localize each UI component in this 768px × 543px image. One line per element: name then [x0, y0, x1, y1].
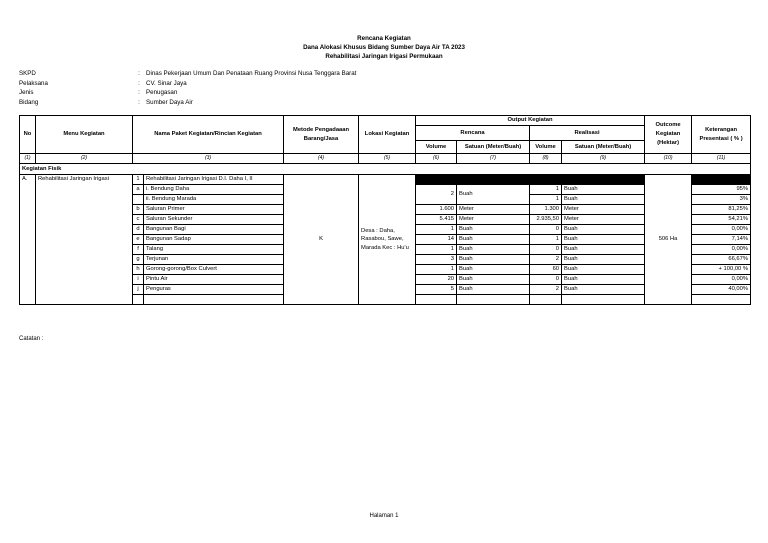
col-header-rencana: Rencana	[416, 126, 530, 141]
column-index-row	[20, 154, 751, 164]
empty-cell	[457, 295, 530, 305]
meta-separator: :	[138, 89, 140, 96]
realisasi-volume: 2	[530, 285, 562, 295]
page-number: Halaman 1	[369, 513, 399, 519]
empty-cell	[692, 295, 751, 305]
col-index: (7)	[457, 154, 530, 164]
realisasi-volume: 0	[530, 275, 562, 285]
metode-cell: K	[284, 175, 359, 305]
rencana-volume: 1.600	[416, 205, 457, 215]
row-letter: g	[133, 255, 144, 265]
rencana-satuan: Buah	[457, 265, 530, 275]
row-name: Saluran Primer	[144, 205, 284, 215]
rencana-volume: 5	[416, 285, 457, 295]
col-header-rencana-volume: Volume	[416, 141, 457, 154]
realisasi-volume: 1.300	[530, 205, 562, 215]
realisasi-volume: 1	[530, 235, 562, 245]
row-name: Terjunan	[144, 255, 284, 265]
keterangan: 0,00%	[692, 275, 751, 285]
rencana-volume: 1	[416, 225, 457, 235]
col-index: (6)	[416, 154, 457, 164]
realisasi-volume: 2	[530, 255, 562, 265]
keterangan: 95%	[692, 185, 751, 195]
row-letter: b	[133, 205, 144, 215]
col-header-realisasi-volume: Volume	[530, 141, 562, 154]
col-header-output: Output Kegiatan	[416, 116, 645, 126]
rencana-satuan: Buah	[457, 235, 530, 245]
row-name: Gorong-gorong/Box Culvert	[144, 265, 284, 275]
realisasi-satuan: Buah	[562, 255, 645, 265]
realisasi-volume: 0	[530, 225, 562, 235]
rencana-volume: 14	[416, 235, 457, 245]
meta-row-skpd	[19, 69, 356, 79]
row-name: Penguras	[144, 285, 284, 295]
col-header-lokasi: Lokasi Kegiatan	[359, 116, 416, 154]
empty-cell	[562, 295, 645, 305]
empty-cell	[133, 295, 144, 305]
col-header-metode: Metode Pengadaaan Barang/Jasa	[284, 116, 359, 154]
realisasi-volume: 0	[530, 245, 562, 255]
row-name: ii. Bendung Marada	[144, 195, 284, 205]
realisasi-satuan: Buah	[562, 185, 645, 195]
meta-value: Penugasan	[146, 89, 178, 96]
realisasi-volume: 60	[530, 265, 562, 275]
blacked-out-cell	[692, 175, 751, 185]
keterangan: + 100,00 %	[692, 265, 751, 275]
meta-separator: :	[138, 70, 140, 77]
col-index: (4)	[284, 154, 359, 164]
rencana-volume: 5.415	[416, 215, 457, 225]
table-row	[20, 175, 751, 185]
rencana-satuan: Meter	[457, 215, 530, 225]
title-line-2: Dana Alokasi Khusus Bidang Sumber Daya Air TA 2023	[303, 44, 465, 51]
title-line-3: Rehabilitasi Jaringan Irigasi Permukaan	[325, 53, 443, 60]
col-header-menu: Menu Kegiatan	[36, 116, 133, 154]
row-letter: e	[133, 235, 144, 245]
realisasi-satuan: Buah	[562, 195, 645, 205]
notes-label: Catatan :	[19, 336, 44, 342]
col-index: (2)	[36, 154, 133, 164]
realisasi-satuan: Buah	[562, 275, 645, 285]
rencana-volume: 2	[416, 185, 457, 205]
col-index: (8)	[530, 154, 562, 164]
meta-separator: :	[138, 79, 140, 87]
blacked-out-cell	[416, 175, 645, 185]
realisasi-satuan: Buah	[562, 225, 645, 235]
row-name: Talang	[144, 245, 284, 255]
row-letter	[133, 195, 144, 205]
keterangan: 40,00%	[692, 285, 751, 295]
realisasi-satuan: Meter	[562, 205, 645, 215]
meta-block	[19, 69, 356, 107]
col-header-realisasi: Realisasi	[530, 126, 645, 141]
activity-table	[19, 115, 751, 305]
realisasi-satuan: Buah	[562, 265, 645, 275]
realisasi-satuan: Buah	[562, 285, 645, 295]
rencana-volume: 20	[416, 275, 457, 285]
lokasi-cell: Desa : Daha, Rasabou, Sawe, Marada Kec : Hu'u	[359, 175, 416, 305]
rencana-satuan: Buah	[457, 255, 530, 265]
col-index: (11)	[692, 154, 751, 164]
row-name: Saluran Sekunder	[144, 215, 284, 225]
keterangan: 0,00%	[692, 245, 751, 255]
section-row	[20, 164, 751, 175]
header-row-1	[20, 116, 751, 126]
row-name: Bangunan Sadap	[144, 235, 284, 245]
col-header-paket: Nama Paket Kegiatan/Rincian Kegiatan	[133, 116, 284, 154]
empty-cell	[144, 295, 284, 305]
rencana-volume: 1	[416, 245, 457, 255]
meta-value: Sumber Daya Air	[146, 98, 193, 106]
row-letter: f	[133, 245, 144, 255]
meta-label: Jenis	[19, 89, 34, 96]
realisasi-satuan: Meter	[562, 215, 645, 225]
row-letter: i	[133, 275, 144, 285]
keterangan: 3%	[692, 195, 751, 205]
row-letter: j	[133, 285, 144, 295]
title-line-1: Rencana Kegiatan	[357, 35, 411, 42]
menu-name: Rehabilitasi Jaringan Irigasi	[36, 175, 133, 305]
rencana-volume: 3	[416, 255, 457, 265]
realisasi-volume: 1	[530, 195, 562, 205]
keterangan: 81,25%	[692, 205, 751, 215]
document-title-block	[0, 34, 768, 61]
rencana-satuan: Buah	[457, 225, 530, 235]
col-header-no: No	[20, 116, 36, 154]
keterangan: 54,21%	[692, 215, 751, 225]
row-letter: c	[133, 215, 144, 225]
col-index: (10)	[645, 154, 692, 164]
paket-name: Rehabilitasi Jaringan Irigasi D.I. Daha I, II	[144, 175, 284, 185]
rencana-satuan: Buah	[457, 285, 530, 295]
empty-cell	[530, 295, 562, 305]
meta-value: Dinas Pekerjaan Umum Dan Penataan Ruang Provinsi Nusa Tenggara Barat	[146, 70, 357, 77]
meta-row-pelaksana	[19, 79, 356, 89]
rencana-satuan: Buah	[457, 185, 530, 205]
row-name: Bangunan Bagi	[144, 225, 284, 235]
row-letter: h	[133, 265, 144, 275]
meta-label: Pelaksana	[19, 79, 48, 87]
rencana-volume: 1	[416, 265, 457, 275]
rencana-satuan: Meter	[457, 205, 530, 215]
realisasi-satuan: Buah	[562, 245, 645, 255]
col-header-rencana-satuan: Satuan (Meter/Buah)	[457, 141, 530, 154]
row-name: i. Bendung Daha	[144, 185, 284, 195]
meta-separator: :	[138, 98, 140, 106]
col-header-keterangan: Keterangan Presentasi ( % )	[692, 116, 751, 154]
col-index: (1)	[20, 154, 36, 164]
keterangan: 7,14%	[692, 235, 751, 245]
row-letter: d	[133, 225, 144, 235]
meta-value: CV. Sinar Jaya	[146, 79, 187, 87]
row-name: Pintu Air	[144, 275, 284, 285]
col-index: (3)	[133, 154, 284, 164]
col-header-realisasi-satuan: Satuan (Meter/Buah)	[562, 141, 645, 154]
rencana-satuan: Buah	[457, 275, 530, 285]
keterangan: 0,00%	[692, 225, 751, 235]
row-letter: a	[133, 185, 144, 195]
meta-label: SKPD	[19, 70, 36, 77]
section-title: Kegiatan Fisik	[20, 164, 751, 175]
empty-cell	[416, 295, 457, 305]
rencana-satuan: Buah	[457, 245, 530, 255]
meta-row-bidang	[19, 98, 356, 108]
paket-number: 1	[133, 175, 144, 185]
realisasi-satuan: Buah	[562, 235, 645, 245]
col-header-outcome: Outcome Kegiatan (Hektar)	[645, 116, 692, 154]
outcome-cell: 506 Ha	[645, 175, 692, 305]
meta-label: Bidang	[19, 98, 39, 106]
realisasi-volume: 2.935,50	[530, 215, 562, 225]
keterangan: 66,67%	[692, 255, 751, 265]
col-index: (9)	[562, 154, 645, 164]
meta-row-jenis	[19, 88, 356, 98]
col-index: (5)	[359, 154, 416, 164]
menu-number: A.	[20, 175, 36, 305]
realisasi-volume: 1	[530, 185, 562, 195]
